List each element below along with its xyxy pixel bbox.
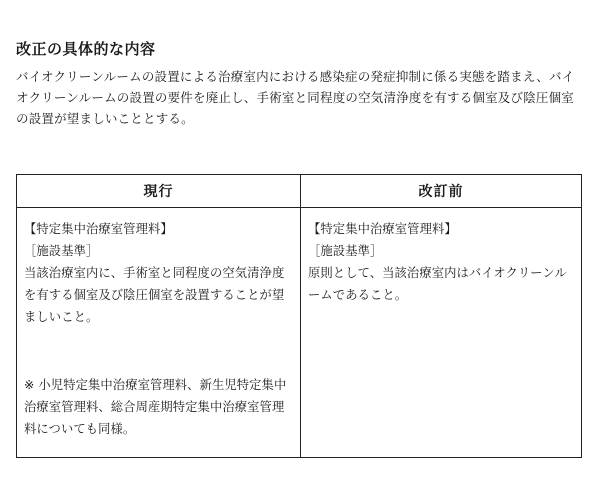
table-header-row — [17, 175, 582, 208]
revised-cell — [301, 208, 582, 458]
header-current: 現行 — [17, 175, 301, 208]
current-criteria-label: ［施設基準］ — [24, 244, 99, 258]
current-cell — [17, 208, 301, 458]
intro-paragraph: バイオクリーンルームの設置による治療室内における感染症の発症抑制に係る実態を踏まえ、バイオクリーンルームの設置の要件を廃止し、手術室と同程度の空気清浄度を有する個室及び陰圧個室の設置が望ましいこととする。 — [16, 69, 575, 126]
revised-title: 【特定集中治療室管理料】 — [308, 222, 457, 236]
section-heading: 改正の具体的な内容 — [16, 40, 156, 58]
comparison-table — [16, 174, 582, 458]
current-note: ※ 小児特定集中治療室管理料、新生児特定集中治療室管理料、総合周産期特定集中治療室管理料についても同様。 — [24, 378, 287, 436]
revised-criteria-label: ［施設基準］ — [308, 244, 383, 258]
table-row — [17, 208, 582, 458]
current-title: 【特定集中治療室管理料】 — [24, 222, 173, 236]
header-revised: 改訂前 — [301, 175, 582, 208]
revised-criteria-text: 原則として、当該治療室内はバイオクリーンルームであること。 — [308, 266, 567, 302]
current-criteria-text: 当該治療室内に、手術室と同程度の空気清浄度を有する個室及び陰圧個室を設置することが望ましいこと。 — [24, 266, 285, 324]
spacer — [24, 328, 294, 374]
